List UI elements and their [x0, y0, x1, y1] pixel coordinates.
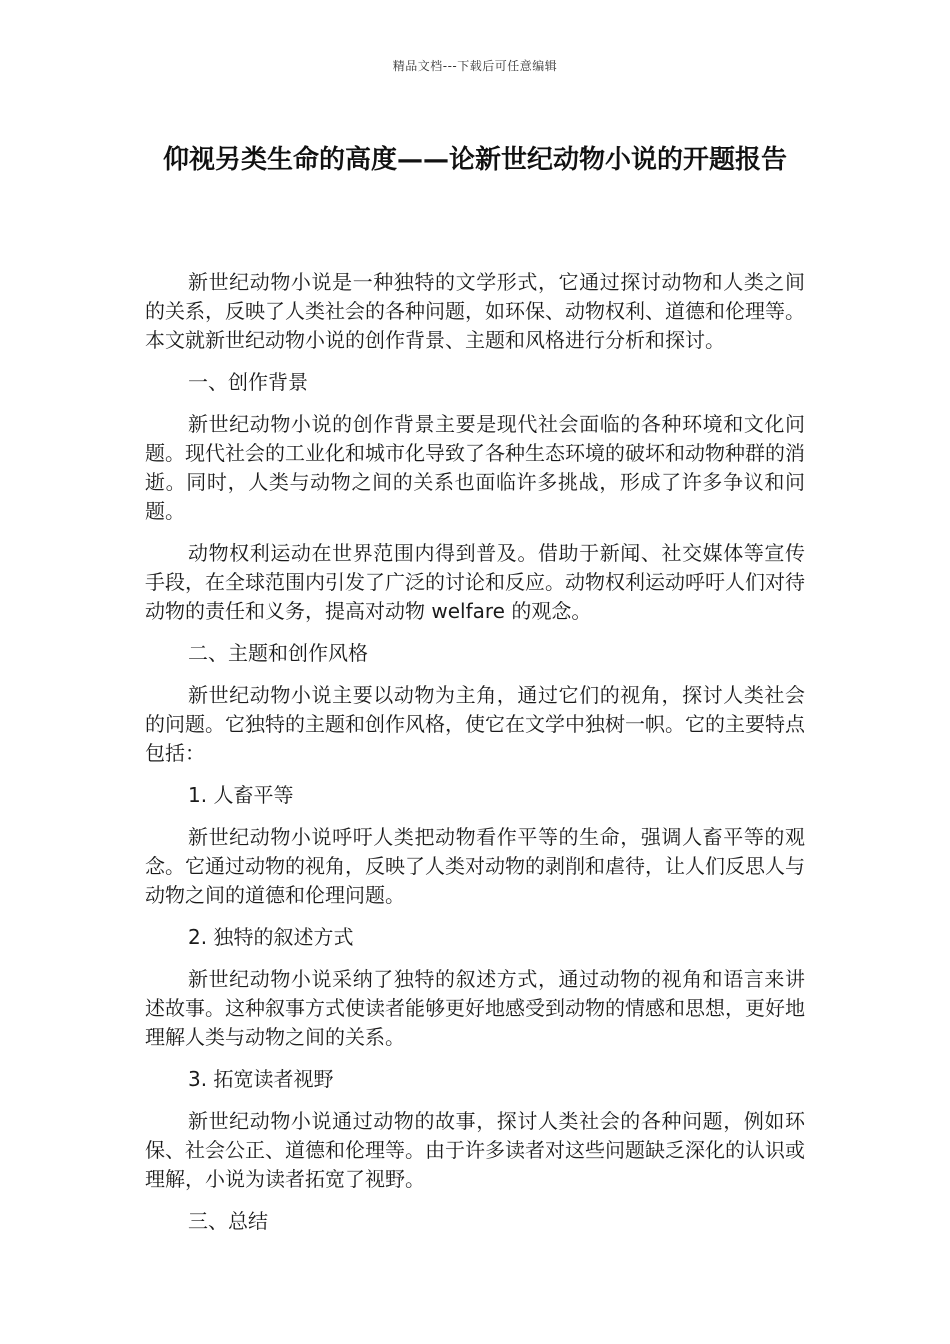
paragraph-horizon: 新世纪动物小说通过动物的故事，探讨人类社会的各种问题，例如环保、社会公正、道德和伦理等。由于许多读者对这些问题缺乏深化的认识或理解，小说为读者拓宽了视野。 [145, 1109, 805, 1191]
paragraph-intro: 新世纪动物小说是一种独特的文学形式，它通过探讨动物和人类之间的关系，反映了人类社会的各种问题，如环保、动物权利、道德和伦理等。本文就新世纪动物小说的创作背景、主题和风格进行分析和探讨。 [145, 270, 805, 352]
paragraph-equality: 新世纪动物小说呼吁人类把动物看作平等的生命，强调人畜平等的观念。它通过动物的视角，反映了人类对动物的剥削和虐待，让人们反思人与动物之间的道德和伦理问题。 [145, 825, 805, 907]
header-note: 精品文档---下载后可任意编辑 [392, 59, 558, 73]
subheading-narration: 2. 独特的叙述方式 [188, 925, 354, 949]
subheading-equality: 1. 人畜平等 [188, 783, 294, 807]
document-body [145, 268, 805, 1249]
paragraph-background-2: 动物权利运动在世界范围内得到普及。借助于新闻、社交媒体等宣传手段，在全球范围内引发了广泛的讨论和反应。动物权利运动呼吁人们对待动物的责任和义务，提高对动物 welfare 的观念。 [145, 541, 805, 623]
section-heading-summary: 三、总结 [188, 1209, 268, 1233]
document-title: 仰视另类生命的高度——论新世纪动物小说的开题报告 [162, 145, 787, 175]
section-heading-background: 一、创作背景 [188, 370, 308, 394]
paragraph-narration: 新世纪动物小说采纳了独特的叙述方式，通过动物的视角和语言来讲述故事。这种叙事方式使读者能够更好地感受到动物的情感和思想，更好地理解人类与动物之间的关系。 [145, 967, 805, 1049]
section-heading-theme: 二、主题和创作风格 [188, 641, 368, 665]
paragraph-background-1: 新世纪动物小说的创作背景主要是现代社会面临的各种环境和文化问题。现代社会的工业化和城市化导致了各种生态环境的破坏和动物种群的消逝。同时，人类与动物之间的关系也面临许多挑战，形成了许多争议和问题。 [145, 412, 805, 523]
paragraph-theme-intro: 新世纪动物小说主要以动物为主角，通过它们的视角，探讨人类社会的问题。它独特的主题和创作风格，使它在文学中独树一帜。它的主要特点包括： [145, 683, 805, 765]
subheading-horizon: 3. 拓宽读者视野 [188, 1067, 334, 1091]
